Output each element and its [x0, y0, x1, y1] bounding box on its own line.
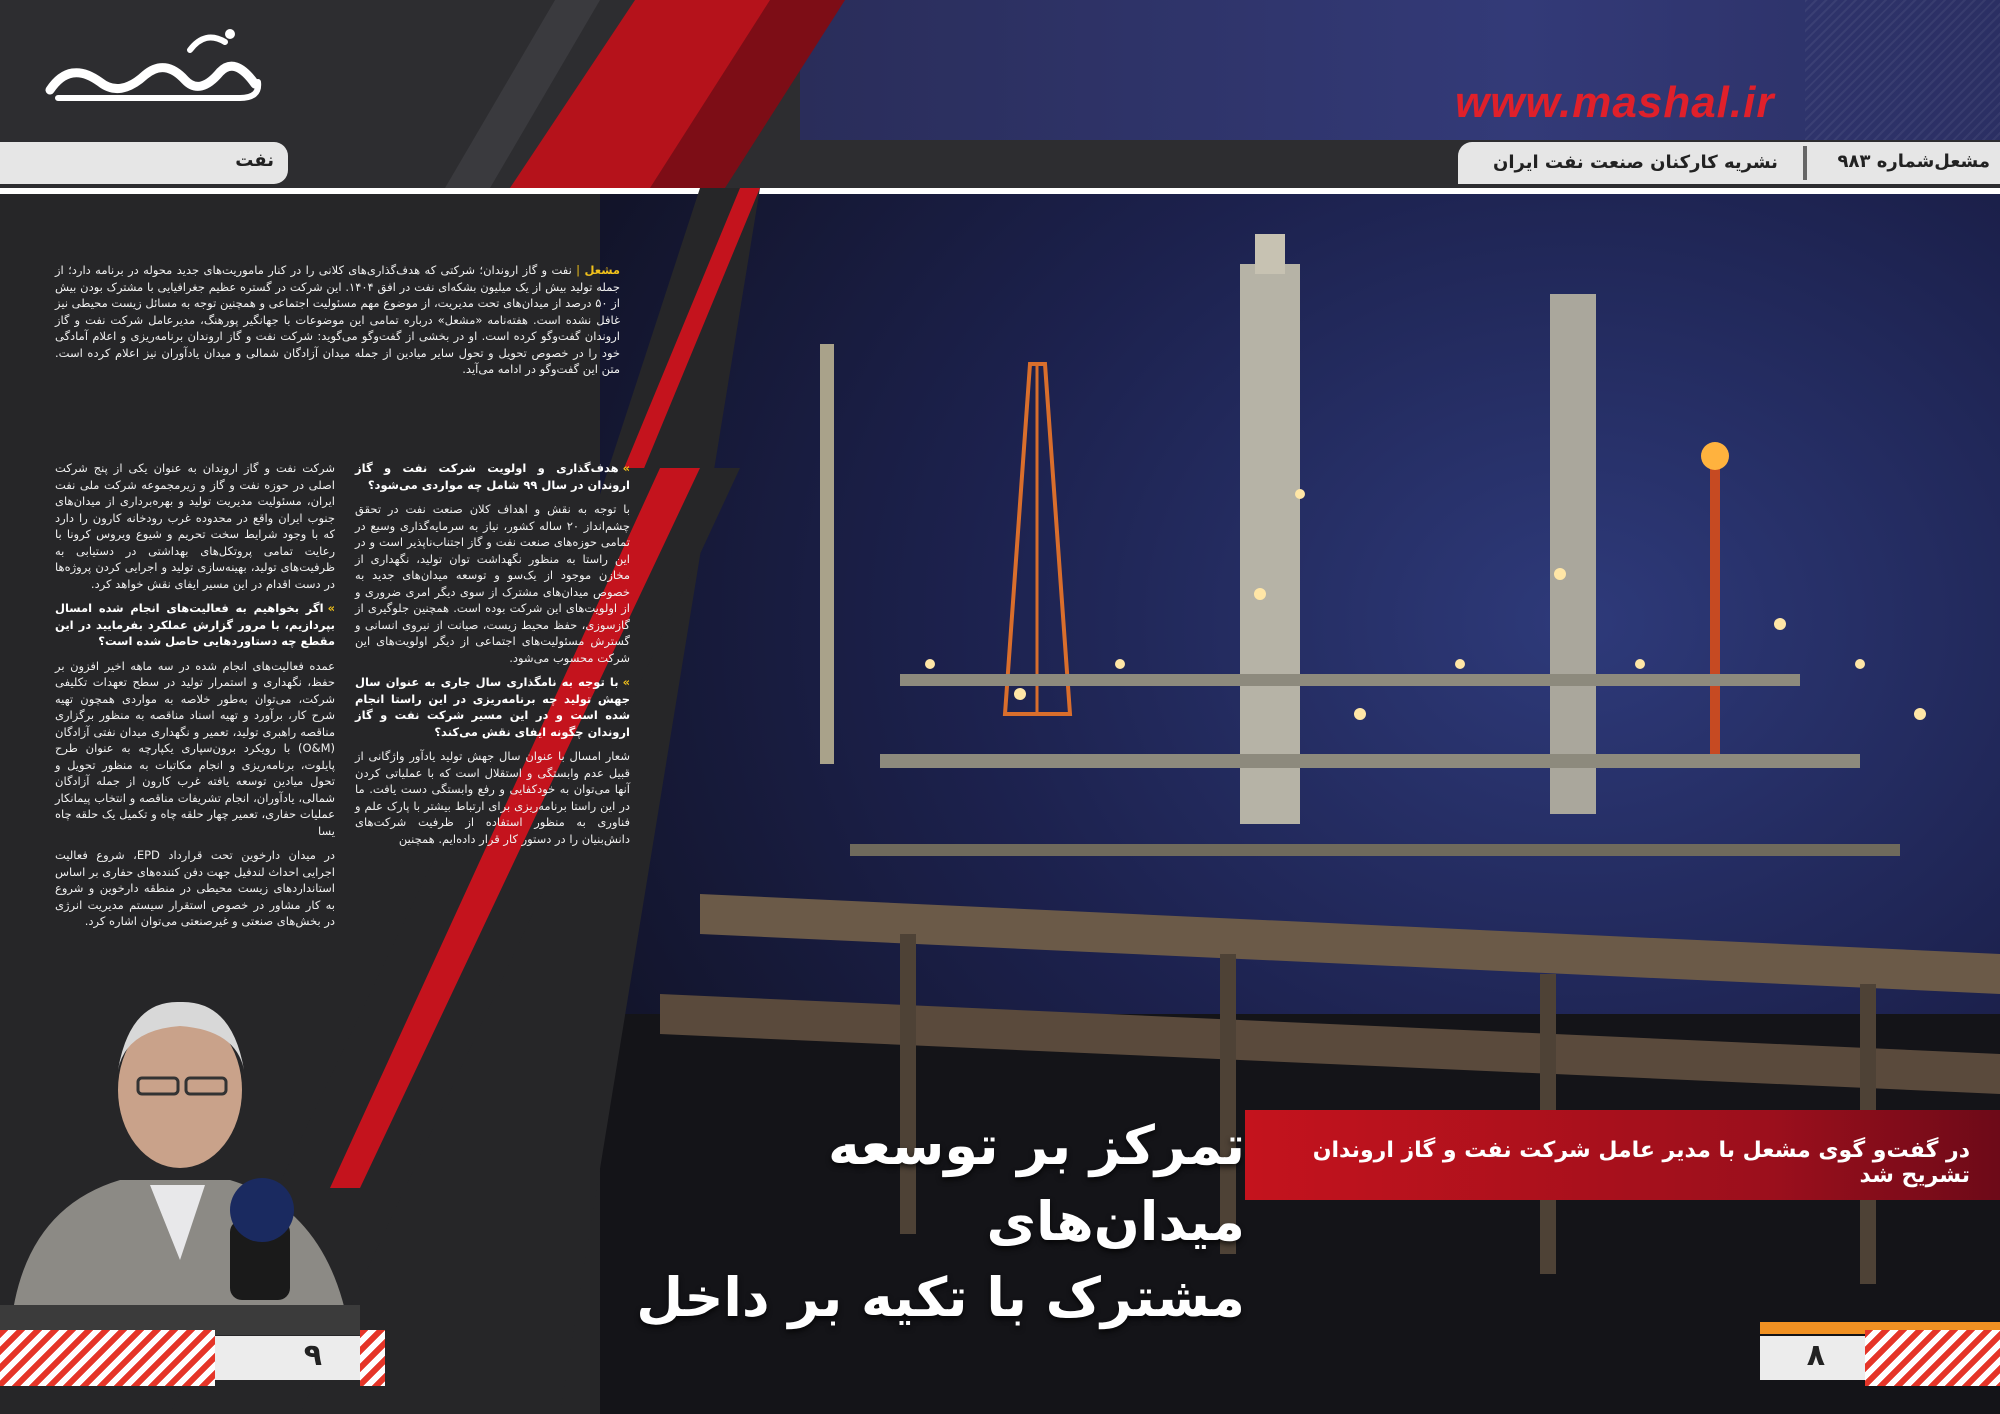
- answer-2: شعار امسال با عنوان سال جهش تولید یادآور واژگانی از قبیل عدم وابستگی و استقلال است که با عملیاتی کردن آنها می‌توان به خودکفایی و رفع وابستگی دست یافت. ما در این راستا برنامه‌ریزی برای ارتباط بیشتر با پارک علم و فناوری به منظور استفاده از ظرفیت شرکت‌های دانش‌بنیان را در دستور کار قرار داده‌ایم. همچنین: [355, 749, 630, 846]
- footer-hatch-right: [1865, 1330, 2000, 1386]
- interviewee-portrait: [0, 960, 360, 1335]
- answer-3: عمده فعالیت‌های انجام شده در سه ماهه اخیر افزون بر حفظ، نگهداری و استمرار تولید در سطح تعهدات تکلیفی شرکت، می‌توان به‌طور خلاصه به مواردی همچون تهیه شرح کار، برآورد و تهیه اسناد مناقصه به منظور برگزاری مناقصه راهبری تولید، تعمیر و نگهداری میدان نفتی آزادگان (O&M) با رویکرد برون‌سپاری یکپارچه به عنوان طرح پایلوت، برنامه‌ریزی و انجام مکاتبات به منظور تحویل و تحول میادین توسعه یافته غرب کارون از جمله آزادگان شمالی، یادآوران، انجام تشریفات مناقصه و انتخاب پیمانکار عملیات حفاری، تعمیر چهار حلقه چاه و تکمیل یک حلقه چاه یسا: [55, 658, 335, 838]
- text-column-right: [355, 460, 630, 855]
- page-number-box-right: [1760, 1336, 1865, 1380]
- answer-0: شرکت نفت و گاز اروندان به عنوان یکی از پنج شرکت اصلی در حوزه نفت و گاز و زیرمجموعه شرکت ملی نفت ایران، مسئولیت مدیریت تولید و بهره‌برداری از میدان‌های جنوب ایران واقع در محدوده غرب رودخانه کارون را دارد که با وجود شرایط سخت تحریم و شیوع ویروس کرونا با رعایت تمامی پروتکل‌های بهداشتی در دستیابی به ظرفیت‌های تولید، بهینه‌سازی تولید و اجرایی کردن پروژه‌ها در دست اقدام در این مسیر ایفای نقش خواهد کرد.: [55, 461, 335, 591]
- website-url[interactable]: www.mashal.ir: [1455, 78, 1775, 127]
- article-subtitle: در گفت‌و گوی مشعل با مدیر عامل شرکت نفت و گاز اروندان تشریح شد: [1312, 1138, 1970, 1188]
- section-label: نفت: [235, 150, 274, 171]
- mashal-logo[interactable]: [40, 20, 270, 120]
- question-2: با توجه به نامگذاری سال جاری به عنوان سال جهش تولید چه برنامه‌ریزی در این راستا انجام شده است و در این مسیر شرکت نفت و گاز اروندان چگونه ایفای نقش می‌کند؟: [355, 675, 630, 739]
- answer-4: در میدان دارخوین تحت قرارداد EPD، شروع فعالیت اجرایی احداث لندفیل جهت دفن کننده‌های حفاری بر اساس استانداردهای زیست محیطی در منطقه دارخوین و شروع به کار مشاور در خصوص استقرار سیستم مدیریت انرژی در بخش‌های صنعتی و غیرصنعتی می‌توان اشاره کرد.: [55, 848, 336, 928]
- publication-name: نشریه کارکنان صنعت نفت ایران: [1493, 152, 1778, 173]
- issue-separator: [1803, 146, 1807, 180]
- article-headline: [625, 1108, 1245, 1336]
- intro-paragraph: مشعل | نفت و گاز اروندان؛ شرکتی که هدف‌گذاری‌های کلانی را در کنار ماموریت‌های جدید محوله در برنامه دارد؛ از جمله تولید بیش از یک میلیون بشکه‌ای نفت در افق ۱۴۰۴. این شرکت در گستره عظیم جغرافیایی با مشترک بودن بیش از ۵۰ درصد از میدان‌های تحت مدیریت، از موضوع مهم مسئولیت اجتماعی و همچنین توجه به مسائل زیست محیطی نیز غافل نشده است. هفته‌نامه «مشعل» درباره تمامی این موضوعات با جهانگیر پورهنگ، مدیرعامل شرکت نفت و گاز اروندان گفت‌وگو کرده است. او در بخشی از گفت‌وگو می‌گوید: شرکت نفت و گاز اروندان برنامه‌ریزی و اعلام آمادگی خود را در خصوص تحویل و تحول سایر میادین از جمله میدان آزادگان شمالی و میدان یادآوران نیز اعلام کرده است. متن این گفت‌وگو در ادامه می‌آید.: [55, 263, 621, 376]
- footer-hatch-left: [0, 1330, 215, 1386]
- question-3: اگر بخواهیم به فعالیت‌های انجام شده امسال بپردازیم، با مرور گزارش عملکرد بفرمایید در این مقطع چه دستاوردهایی حاصل شده است؟: [55, 601, 335, 648]
- chevron-icon: »: [327, 601, 335, 615]
- headline-line-1: تمرکز بر توسعه میدان‌های: [828, 1114, 1245, 1253]
- footer-hatch-left-small: [360, 1330, 385, 1386]
- intro-source: مشعل: [584, 263, 621, 277]
- intro-text: نفت و گاز اروندان؛ شرکتی که هدف‌گذاری‌های کلانی را در کنار ماموریت‌های جدید محوله در برنامه دارد؛ از جمله تولید بیش از یک میلیون بشکه‌ای نفت در افق ۱۴۰۴. این شرکت در گستره عظیم جغرافیایی با مشترک بودن بیش از ۵۰ درصد از میدان‌های تحت مدیریت، از موضوع مهم مسئولیت اجتماعی و همچنین توجه به مسائل زیست محیطی نیز غافل نشده است. هفته‌نامه «مشعل» درباره تمامی این موضوعات با جهانگیر پورهنگ، مدیرعامل شرکت نفت و گاز اروندان گفت‌وگو کرده است. او در بخشی از گفت‌وگو می‌گوید: شرکت نفت و گاز اروندان برنامه‌ریزی و اعلام آمادگی خود را در خصوص تحویل و تحول سایر میادین از جمله میدان آزادگان شمالی و میدان یادآوران نیز اعلام کرده است. متن این گفت‌وگو در ادامه می‌آید.: [55, 263, 620, 376]
- issue-number: مشعل‌شماره ۹۸۳: [1837, 151, 1990, 172]
- chevron-icon: »: [622, 461, 630, 475]
- chevron-icon: »: [622, 675, 630, 689]
- page-number-box-left: [215, 1336, 360, 1380]
- issue-bar: [1458, 142, 2000, 184]
- page-number-right: ۸: [1806, 1338, 1825, 1373]
- answer-1: با توجه به نقش و اهداف کلان صنعت نفت در تحقق چشم‌انداز ۲۰ ساله کشور، نیاز به سرمایه‌گذاری وسیع در تمامی حوزه‌های صنعت نفت و گاز اجتناب‌ناپذیر است و در این راستا به منظور نگهداشت توان تولید، نگهداری از مخازن موجود از یک‌سو و توسعه میدان‌های جدید به خصوص میدان‌های مشترک از سوی دیگر امری ضروری و از اولویت‌های این شرکت بوده است. همچنین جلوگیری از گازسوزی، حفظ محیط زیست، صیانت از نیروی انسانی و گسترش مسئولیت‌های اجتماعی از دیگر اولویت‌های این شرکت محسوب می‌شود.: [355, 502, 630, 665]
- section-tab: [0, 142, 288, 184]
- text-column-left: [55, 460, 335, 938]
- question-1: هدف‌گذاری و اولویت شرکت نفت و گاز اروندان در سال ۹۹ شامل چه مواردی می‌شود؟: [355, 461, 630, 492]
- subtitle-banner: [1245, 1110, 2000, 1200]
- headline-line-2: مشترک با تکیه بر داخل: [636, 1266, 1245, 1329]
- page-number-left: ۹: [303, 1338, 322, 1373]
